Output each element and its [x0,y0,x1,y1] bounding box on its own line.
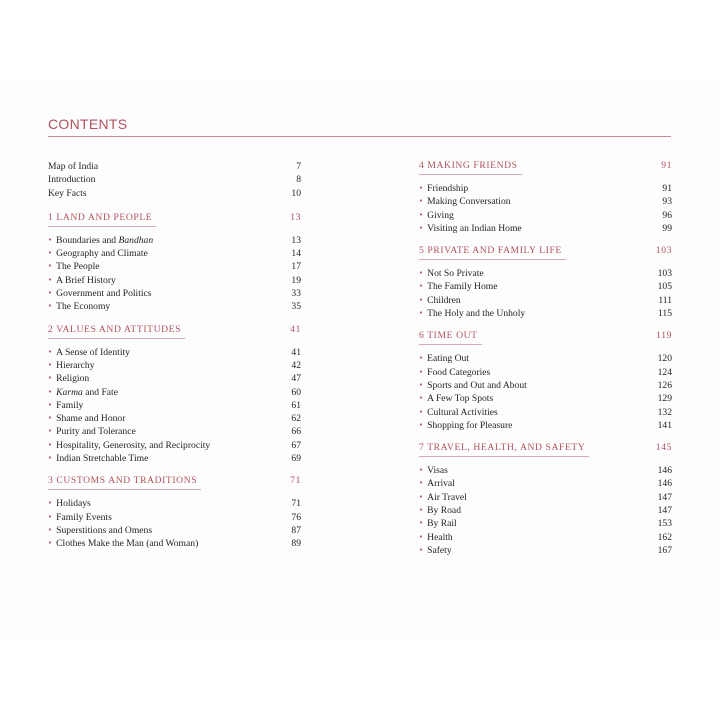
entry-title [48,511,112,525]
toc-entry[interactable] [419,504,672,517]
bullet-icon: • [48,289,53,298]
chapter-heading[interactable] [419,330,672,344]
bullet-icon: • [419,479,424,488]
bullet-icon: • [48,512,53,521]
entry-title [48,425,136,439]
toc-entry[interactable] [48,497,301,510]
entry-text-prefix: Family Events [56,511,112,523]
entry-title [419,267,484,281]
toc-entry[interactable] [419,267,672,280]
toc-entry[interactable] [48,274,301,287]
toc-entry[interactable] [419,379,672,392]
right-chapters [419,160,672,557]
toc-entry[interactable] [419,406,672,419]
entry-title [419,531,453,545]
entry-title [48,497,91,511]
entry-title [419,366,490,380]
bullet-icon: • [419,394,424,403]
toc-entry[interactable] [419,464,672,477]
entry-text-prefix: By Rail [427,518,457,530]
bullet-icon: • [48,302,53,311]
entry-title [48,537,198,551]
chapter-title: 7 TRAVEL, HEALTH, AND SAFETY [419,442,586,454]
chapter-heading[interactable] [419,245,672,259]
entry-title: Key Facts [48,187,87,199]
chapter-title: 5 PRIVATE AND FAMILY LIFE [419,245,562,257]
bullet-icon: • [419,223,424,232]
entry-page: 87 [291,524,301,536]
bullet-icon: • [48,235,53,244]
entry-page: 42 [291,359,301,371]
chapter-title: 3 CUSTOMS AND TRADITIONS [48,475,198,487]
entry-text-prefix: The Family Home [427,281,498,293]
chapter-title: 6 TIME OUT [419,330,478,342]
entry-title [419,406,498,420]
entry-page: 89 [291,538,301,550]
entry-page: 153 [657,518,672,530]
entry-page: 115 [657,308,672,320]
bullet-icon: • [419,210,424,219]
entry-page: 76 [291,511,301,523]
front-matter-entry[interactable] [48,160,301,173]
entry-title [48,300,110,314]
front-matter-list [48,160,301,200]
entry-title [419,352,469,366]
entry-page: 60 [291,386,301,398]
entry-page: 129 [657,393,672,405]
toc-entry[interactable] [48,537,301,550]
bullet-icon: • [48,347,53,356]
toc-entry[interactable] [48,399,301,412]
entry-page: 120 [657,353,672,365]
entry-text-prefix: Not So Private [427,268,484,280]
bullet-icon: • [48,400,53,409]
entry-title [419,280,497,294]
entry-text-prefix: Hierarchy [56,359,95,371]
entry-title [419,544,452,558]
chapter-page: 103 [655,245,672,257]
entry-page: 47 [291,373,301,385]
entry-title [419,504,461,518]
bullet-icon: • [419,354,424,363]
entry-page: 146 [657,465,672,477]
entry-page: 124 [657,366,672,378]
entry-page: 147 [657,505,672,517]
entry-page: 62 [291,413,301,425]
toc-entry[interactable] [419,209,672,222]
left-column [48,160,301,561]
toc-entry[interactable] [419,222,672,235]
entry-page: 91 [662,183,672,194]
bullet-icon: • [48,275,53,284]
entry-page: 41 [291,346,301,358]
entry-page: 147 [657,491,672,503]
entry-title [419,307,525,321]
chapter-title: 4 MAKING FRIENDS [419,160,518,171]
entry-text-prefix: Friendship [427,183,469,194]
chapter-block [419,442,672,557]
entry-text-prefix: Eating Out [427,353,469,365]
toc-entry[interactable] [419,195,672,208]
entry-text-prefix: Health [427,531,453,543]
bullet-icon: • [48,499,53,508]
entry-title [48,412,125,426]
chapter-page: 13 [290,211,301,223]
entry-title [48,287,152,301]
bullet-icon: • [419,519,424,528]
entry-title [419,182,468,196]
entry-text-prefix: By Road [427,505,461,517]
entry-title [48,247,148,261]
entry-text-prefix: Religion [56,373,90,385]
bullet-icon: • [48,539,53,548]
toc-entry[interactable] [48,260,301,273]
entry-text-prefix: The Economy [56,301,111,313]
entry-title [419,517,457,531]
bullet-icon: • [419,380,424,389]
toc-entry[interactable] [48,524,301,537]
bullet-icon: • [419,407,424,416]
chapter-title-underline [419,174,522,175]
chapter-page: 145 [655,442,672,454]
toc-entry[interactable] [48,386,301,399]
entry-title [419,195,511,209]
entry-text-prefix: Sports and Out and About [427,379,527,391]
bullet-icon: • [48,360,53,369]
entry-page: 69 [291,453,301,465]
entry-title [48,399,83,413]
bullet-icon: • [419,269,424,278]
entry-title [48,359,95,373]
chapter-page: 71 [290,475,301,487]
entry-text-italic: Karma [56,386,83,398]
bullet-icon: • [419,545,424,554]
toc-entry[interactable] [48,247,301,260]
entry-page: 132 [657,406,672,418]
chapter-title-underline [48,489,201,490]
chapter-block [419,160,672,235]
toc-entry[interactable] [419,352,672,365]
entry-page: 146 [657,478,672,490]
entry-text-prefix: A Sense of Identity [56,346,130,358]
entry-page: 33 [291,288,301,300]
entry-text-prefix: The People [56,261,100,273]
entry-page: 14 [291,248,301,260]
bullet-icon: • [419,492,424,501]
entry-title [419,477,455,491]
entry-title [48,386,118,400]
toc-entry[interactable] [48,452,301,465]
entry-text-prefix: Arrival [427,478,455,490]
toc-entry[interactable] [419,307,672,320]
entry-page: 19 [291,274,301,286]
entry-text-prefix: The Holy and the Unholy [427,308,526,320]
chapter-block [48,324,301,466]
entry-title [48,260,100,274]
entry-title: Introduction [48,174,96,186]
bullet-icon: • [48,414,53,423]
right-column [419,160,672,567]
entry-title [48,274,116,288]
entry-title [419,464,448,478]
entry-page: 111 [658,294,672,306]
entry-text-prefix: Government and Politics [56,288,152,300]
entry-page: 167 [657,544,672,556]
entry-title [419,392,493,406]
toc-entry[interactable] [48,511,301,524]
bullet-icon: • [419,532,424,541]
toc-entry[interactable] [48,439,301,452]
chapter-title: 1 LAND AND PEOPLE [48,211,153,223]
entry-text-italic: Bandhan [118,234,154,246]
toc-entry[interactable] [419,517,672,530]
entry-title [48,524,152,538]
entry-page: 13 [291,234,301,246]
entry-title [419,294,461,308]
bullet-icon: • [419,367,424,376]
entry-page: 8 [296,174,301,186]
toc-entry[interactable] [48,425,301,438]
entry-page: 17 [291,261,301,273]
bullet-icon: • [419,506,424,515]
bullet-icon: • [48,427,53,436]
entry-text-prefix: Purity and Tolerance [56,426,136,438]
entry-page: 126 [657,379,672,391]
entry-text-prefix: Clothes Make the Man (and Woman) [56,538,199,550]
entry-text-prefix: Making Conversation [427,196,511,208]
chapter-heading[interactable] [419,442,672,456]
entry-text-prefix: Visiting an Indian Home [427,222,522,234]
entry-title [48,346,130,360]
entry-title [48,452,148,466]
bullet-icon: • [419,282,424,291]
chapter-title-underline [419,456,589,457]
entry-text-prefix: Safety [427,544,452,556]
entry-page: 67 [291,439,301,451]
entry-text-prefix: Indian Stretchable Time [56,453,149,465]
toc-entry[interactable] [48,359,301,372]
entry-text-prefix: Holidays [56,498,91,510]
bullet-icon: • [48,440,53,449]
bullet-icon: • [419,466,424,475]
entry-text-prefix: A Few Top Spots [427,393,494,405]
chapter-title-underline [48,338,185,339]
entry-text-prefix: Boundaries and [56,234,119,246]
toc-entry[interactable] [48,346,301,359]
toc-entry[interactable] [419,392,672,405]
chapter-title: 2 VALUES AND ATTITUDES [48,323,182,335]
entry-page: 105 [657,281,672,293]
toc-entry[interactable] [48,234,301,247]
entry-title: Map of India [48,161,99,172]
entry-page: 35 [291,301,301,313]
bullet-icon: • [48,249,53,258]
entry-text-prefix: Superstitions and Omens [56,524,153,536]
chapter-page: 91 [661,160,672,171]
toc-entry[interactable] [48,412,301,425]
chapter-page: 41 [290,323,301,335]
entry-title [419,222,522,236]
chapter-heading[interactable] [48,212,301,226]
toc-entry[interactable] [419,491,672,504]
entry-title [48,372,89,386]
entry-text-suffix: and Fate [82,386,118,398]
front-matter-entry[interactable] [48,173,301,186]
entry-page: 93 [662,196,672,208]
entry-title [419,209,454,223]
entry-text-prefix: Cultural Activities [427,406,498,418]
entry-text-prefix: Shopping for Pleasure [427,419,513,431]
chapter-heading[interactable] [419,160,672,174]
bullet-icon: • [419,309,424,318]
toc-entry[interactable] [48,372,301,385]
left-chapters [48,212,301,551]
entry-title [419,491,467,505]
entry-title [419,419,512,433]
chapter-block [419,330,672,432]
entry-page: 71 [291,498,301,510]
toc-entry[interactable] [419,544,672,557]
bullet-icon: • [48,262,53,271]
entry-text-prefix: Shame and Honor [56,413,126,425]
entry-page: 61 [291,399,301,411]
entry-page: 99 [662,222,672,234]
chapter-heading[interactable] [48,475,301,489]
toc-entry[interactable] [419,419,672,432]
entry-text-prefix: Hospitality, Generosity, and Reciprocity [56,439,211,451]
front-matter-entry[interactable] [48,187,301,200]
bullet-icon: • [419,295,424,304]
entry-page: 162 [657,531,672,543]
chapter-title-underline [419,259,566,260]
entry-text-prefix: Geography and Climate [56,248,148,260]
entry-text-prefix: Family [56,399,84,411]
entry-title [419,379,527,393]
entry-page: 96 [662,209,672,221]
toc-entry[interactable] [419,477,672,490]
entry-page: 7 [296,161,301,172]
toc-entry[interactable] [419,294,672,307]
entry-title [48,439,210,453]
chapter-block [48,212,301,314]
entry-text-prefix: Children [427,294,461,306]
contents-heading: CONTENTS [48,116,128,132]
toc-entry[interactable] [419,366,672,379]
bullet-icon: • [419,184,424,192]
entry-page: 141 [657,419,672,431]
entry-page: 103 [657,268,672,280]
chapter-heading[interactable] [48,324,301,338]
bullet-icon: • [419,420,424,429]
entry-title [48,234,153,248]
heading-rule [48,136,671,137]
bullet-icon: • [48,525,53,534]
entry-text-prefix: Giving [427,209,454,221]
toc-entry[interactable] [48,300,301,313]
entry-text-prefix: Visas [427,465,448,477]
bullet-icon: • [48,454,53,463]
chapter-block [419,245,672,320]
chapter-page: 119 [656,330,672,342]
toc-entry[interactable] [419,280,672,293]
bullet-icon: • [419,197,424,206]
toc-entry[interactable] [419,182,672,195]
toc-entry[interactable] [419,531,672,544]
bullet-icon: • [48,387,53,396]
entry-page: 66 [291,426,301,438]
chapter-title-underline [48,226,156,227]
entry-page: 10 [291,187,301,199]
entry-text-prefix: Food Categories [427,366,491,378]
toc-entry[interactable] [48,287,301,300]
entry-text-prefix: Air Travel [427,491,467,503]
bullet-icon: • [48,374,53,383]
chapter-title-underline [419,344,482,345]
chapter-block [48,475,301,550]
entry-text-prefix: A Brief History [56,274,116,286]
